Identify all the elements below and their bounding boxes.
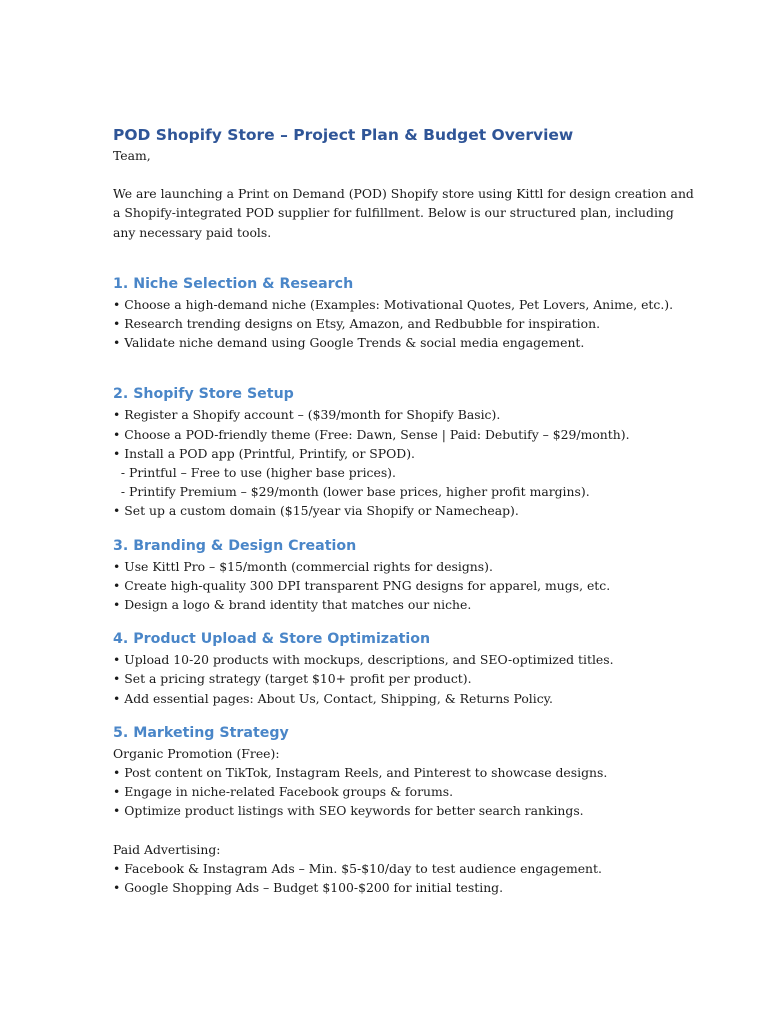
list-item: • Choose a high-demand niche (Examples: Motivational Quotes, Pet Lovers, Anime, etc.). xyxy=(113,296,674,312)
intro-line: We are launching a Print on Demand (POD) Shopify store using Kittl for design creation and xyxy=(113,186,694,202)
spacer xyxy=(113,165,673,184)
section-heading: 5. Marketing Strategy xyxy=(113,724,289,741)
section-heading: 2. Shopify Store Setup xyxy=(113,386,294,403)
intro-line: any necessary paid tools. xyxy=(113,224,272,240)
list-item: • Install a POD app (Printful, Printify, or SPOD). xyxy=(113,445,415,461)
sub-list-item: - Printful – Free to use (higher base prices). xyxy=(113,465,396,481)
list-item: • Engage in niche-related Facebook groups & forums. xyxy=(113,784,454,800)
section-heading: 3. Branding & Design Creation xyxy=(113,537,357,554)
list-item: • Set a pricing strategy (target $10+ profit per product). xyxy=(113,671,472,687)
list-item: • Choose a POD-friendly theme (Free: Dawn, Sense | Paid: Debutify – $29/month). xyxy=(113,426,630,442)
list-item: • Set up a custom domain ($15/year via Shopify or Namecheap). xyxy=(113,503,519,519)
intro-line: a Shopify-integrated POD supplier for fulfillment. Below is our structured plan, including xyxy=(113,205,674,221)
section-heading: 4. Product Upload & Store Optimization xyxy=(113,631,431,648)
list-item: • Research trending designs on Etsy, Amazon, and Redbubble for inspiration. xyxy=(113,316,601,332)
list-item: • Create high-quality 300 DPI transparent PNG designs for apparel, mugs, etc. xyxy=(113,577,611,593)
list-item: • Validate niche demand using Google Trends & social media engagement. xyxy=(113,335,585,351)
section-branding xyxy=(113,535,673,615)
subheading-organic: Organic Promotion (Free): xyxy=(113,745,280,761)
subheading-paid: Paid Advertising: xyxy=(113,841,221,857)
list-item: • Register a Shopify account – ($39/month for Shopify Basic). xyxy=(113,407,501,423)
list-item: • Add essential pages: About Us, Contact, Shipping, & Returns Policy. xyxy=(113,690,553,706)
spacer xyxy=(113,821,673,840)
list-item: • Optimize product listings with SEO keywords for better search rankings. xyxy=(113,803,584,819)
section-store-setup xyxy=(113,383,673,520)
section-heading: 1. Niche Selection & Research xyxy=(113,275,354,292)
section-product-upload xyxy=(113,628,673,708)
document-body xyxy=(113,124,694,897)
list-item: • Design a logo & brand identity that matches our niche. xyxy=(113,597,472,613)
section-niche-selection xyxy=(113,273,673,353)
section-marketing xyxy=(113,722,673,897)
list-item: • Post content on TikTok, Instagram Reels, and Pinterest to showcase designs. xyxy=(113,765,608,781)
list-item: • Facebook & Instagram Ads – Min. $5-$10/day to test audience engagement. xyxy=(113,860,602,876)
list-item: • Use Kittl Pro – $15/month (commercial rights for designs). xyxy=(113,558,493,574)
greeting: Team, xyxy=(113,148,151,163)
list-item: • Upload 10-20 products with mockups, descriptions, and SEO-optimized titles. xyxy=(113,652,614,668)
sub-list-item: - Printify Premium – $29/month (lower base prices, higher profit margins). xyxy=(113,484,590,500)
document-title: POD Shopify Store – Project Plan & Budget Overview xyxy=(113,126,574,144)
list-item: • Google Shopping Ads – Budget $100-$200 for initial testing. xyxy=(113,880,504,896)
